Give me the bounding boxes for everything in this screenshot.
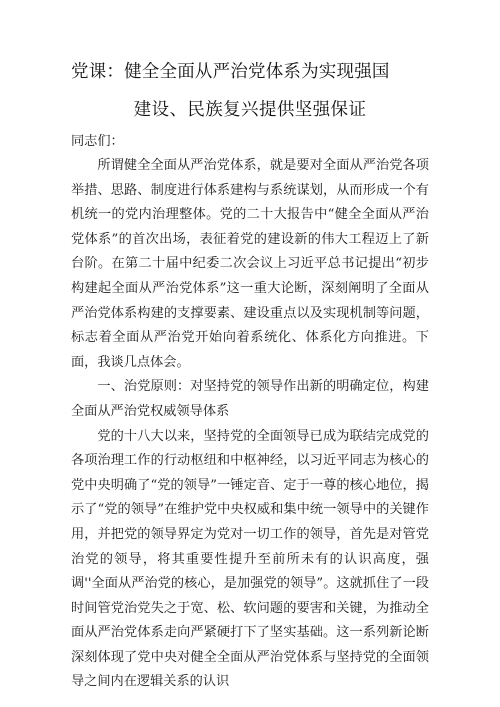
salutation: 同志们： (71, 134, 124, 149)
document-title-line2: 建设、民族复兴提供坚强保证 (133, 100, 367, 120)
paragraph-body: 党的十八大以来，坚持党的全面领导已成为联结完成党的各项治理工作的行动枢纽和中枢神经，以习近平同志为核心的党中央明确了“党的领导”一锤定音、定于一尊的核心地位，揭示了“党的领导”在维护党中央权威和集中统一领导中的关键作用，并把党的领导界定为党对一切工作的领导，首先是对管党治党的领导，将其重要性提升至前所未有的认识高度，强调''全面从严治党的核心，是加强党的领导”。这就抓住了一段时间管党治党失之于宽、松、软问题的要害和关键，为推动全面从严治党体系走向严紧硬打下了坚实基础。这一系列新论断深刻体现了党中央对健全全面从严治党体系与坚持党的全面领导之间内在逻辑关系的认识 (71, 428, 429, 690)
paragraph-intro: 所谓健全全面从严治党体系，就是要对全面从严治党各项举措、思路、制度进行体系建构与系统谋划，从而形成一个有机统一的党内治理整体。党的二十大报告中“健全全面从严治党体系”的首次出场，表征着党的建设新的伟大工程迈上了新台阶。在第二十届中纪委二次会议上习近平总书记提出“初步构建起全面从严治党体系”这一重大论断，深刻阐明了全面从严治党体系构建的支撑要素、建设重点以及实现机制等问题，标志着全面从严治党开始向着系统化、体系化方向推进。下面，我谈几点体会。 (71, 158, 429, 370)
section-heading-1: 一、治党原则：对坚持党的领导作出新的明确定位，构建全面从严治党权威领导体系 (71, 379, 429, 419)
document-title-line1: 党课：健全全面从严治党体系为实现强国 (71, 62, 390, 82)
